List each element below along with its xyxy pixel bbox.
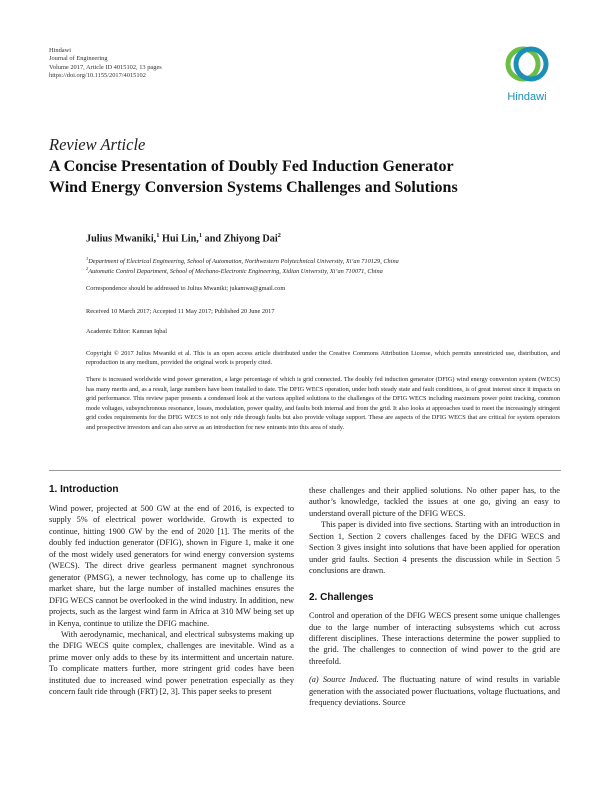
affiliation-2-text: Automatic Control Department, School of Mechano-Electronic Engineering, Xidian University, Xi’an 710071, China [88,268,383,276]
author-2-sup: 1 [198,232,203,239]
academic-editor: Academic Editor: Kamran Iqbal [86,328,167,335]
affiliation-2 [86,266,383,275]
author-3-sup: 2 [277,232,281,239]
section-2-heading: 2. Challenges [309,591,374,603]
affiliation-1-text: Department of Electrical Engineering, School of Automation, Northwestern Polytechnical University, Xi’an 710129, China [88,258,399,266]
source-induced-label: (a) Source Induced. [309,675,379,685]
affiliation-1-sup: 1 [86,256,89,261]
section-1-heading: 1. Introduction [49,484,119,495]
article-type: Review Article [49,135,146,154]
author-list [86,232,281,244]
intro-paragraph-1: Wind power, projected at 500 GW at the end of 2016, is expected to supply 5% of electrical power worldwide. Growth is expected to continue, hitting 1900 GW by the end of 2020 [1]. The merits of the doubly fed induction generator (DFIG), shown in Figure 1, make it one of the most widely used generators for wind energy conversion systems (WECS). The direct drive gearless permanent magnet synchronous generator (PMSG), a newer technology, has come up to challenge its market share, but the large number of installed machines ensures the DFIG WECS cannot be overlooked in the wind industry. In addition, new projects, such as the largest wind farm in Africa at 310 MW being set up in Kenya, continue to utilize the DFIG machine. [49,504,294,628]
abstract: There is increased worldwide wind power generation, a large percentage of which is grid connected. The doubly fed induction generator (DFIG) wind energy conversion system (WECS) has many merits and, as a result, large numbers have been installed to date. The DFIG WECS operation, under both steady state and fault conditions, is of great interest since it impacts on grid performance. This review paper presents a condensed look at the various applied solutions to the challenges of the DFIG WECS including maximum power point tracking, common mode voltages, subsynchronous resonance, losses, modulation, power quality, and faults both internal and from the grid. It also looks at approaches used to meet the increasingly stringent grid codes requirements for the DFIG WECS to not only ride through faults but also provide voltage support. These are aspects of the DFIG WECS that are critical for system operators and prospective investors and can also serve as an introduction for new entrants into this area of study. [86,376,560,431]
challenges-paragraph-2 [309,674,560,708]
doi-link[interactable]: https://doi.org/10.1155/2017/4015102 [49,72,146,80]
article-title [49,156,559,198]
author-3: and Zhiyong Dai [202,233,278,245]
hindawi-logo-text: Hindawi [507,91,547,103]
intro-paragraph-4: This paper is divided into five sections. Starting with an introduction in Section 1, Section 2 covers challenges faced by the DFIG WECS and Section 3 gives insight into solutions that have been applied for operation under grid faults. Section 4 presents the discussion while in Section 5 conclusions are drawn. [309,520,560,576]
intro-paragraph-2: With aerodynamic, mechanical, and electrical subsystems making up the DFIG WECS quite complex, challenges are inevitable. Wind as a prime mover only adds to these by its intermittent and uncertain nature. To complicate matters further, more stringent grid codes have been instituted due to increased wind power penetration especially as they concern fault ride through (FRT) [2, 3]. This paper seeks to present [49,629,294,697]
left-column [49,503,294,698]
title-line-1: A Concise Presentation of Doubly Fed Induction Generator [49,158,454,175]
article-dates: Received 10 March 2017; Accepted 11 May 2017; Published 20 June 2017 [86,308,275,315]
affiliation-1 [86,256,399,265]
author-2: Hui Lin, [159,233,199,245]
journal-metadata [49,47,162,81]
challenges-paragraph-1: Control and operation of the DFIG WECS present some unique challenges due to the large number of interacting subsystems which cut across different disciplines. These interactions determine the power supplied to the grid. The challenges to connection of wind power to the grid are threefold. [309,611,560,666]
title-line-2: Wind Energy Conversion Systems Challenges and Solutions [49,179,458,196]
copyright-notice: Copyright © 2017 Julius Mwaniki et al. This is an open access article distributed under the Creative Commons Attribution License, which permits unrestricted use, distribution, and reproduction in any medium, provided the original work is properly cited. [86,350,560,367]
journal-name: Journal of Engineering [49,55,108,63]
volume-info: Volume 2017, Article ID 4015102, 13 pages [49,63,162,71]
right-column [309,485,560,709]
section-divider [49,470,561,471]
author-1: Julius Mwaniki, [86,233,157,245]
affiliation-2-sup: 2 [86,266,89,271]
intro-paragraph-3: these challenges and their applied solutions. No other paper has, to the author’s knowledge, tackled the issues at one go, giving an easy to understand overall picture of the DFIG WECS. [309,486,560,518]
author-1-sup: 1 [156,232,160,239]
correspondence: Correspondence should be addressed to Julius Mwaniki; jukamwa@gmail.com [86,285,286,292]
publisher-name: Hindawi [49,47,72,54]
source-induced-text: The fluctuating nature of wind results in variable generation with the associated power fluctuations, voltage fluctuations, and frequency deviations. Source [309,675,560,708]
